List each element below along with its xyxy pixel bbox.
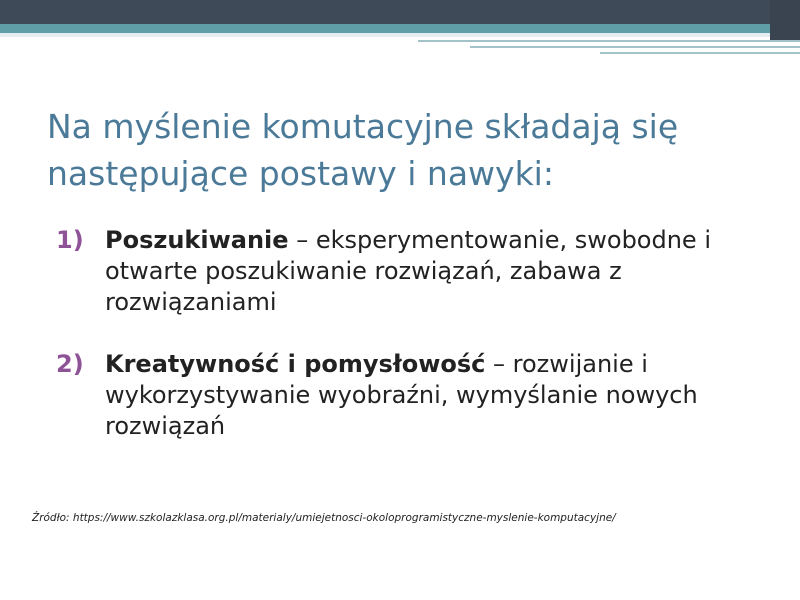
list-item-number: 1) (56, 226, 84, 254)
list-item (56, 225, 756, 318)
header-band-dark (0, 0, 800, 24)
list-item-description: – rozwijanie i wykorzystywanie wyobraźni, wymyślanie nowych rozwiązań (105, 350, 698, 440)
header-decor-line (418, 40, 800, 42)
slide-title: Na myślenie komutacyjne składają się następujące postawy i nawyki: (47, 107, 679, 193)
header-band-teal (0, 24, 800, 33)
list-item (56, 349, 756, 442)
header-decor-line (470, 46, 800, 48)
header-corner-block (770, 0, 800, 40)
list-item-description: – eksperymentowanie, swobodne i otwarte poszukiwanie rozwiązań, zabawa z rozwiązaniami (105, 226, 711, 316)
list-item-term: Poszukiwanie (105, 226, 289, 254)
header-decor-line (600, 52, 800, 54)
header-band-light (0, 33, 800, 37)
source-citation: Źródło: https://www.szkolazklasa.org.pl/materialy/umiejetnosci-okoloprogramistyczne-myslenie-komputacyjne/ (32, 512, 616, 524)
list-item-term: Kreatywność i pomysłowość (105, 350, 486, 378)
list-item-number: 2) (56, 350, 84, 378)
bullet-list (56, 225, 756, 442)
